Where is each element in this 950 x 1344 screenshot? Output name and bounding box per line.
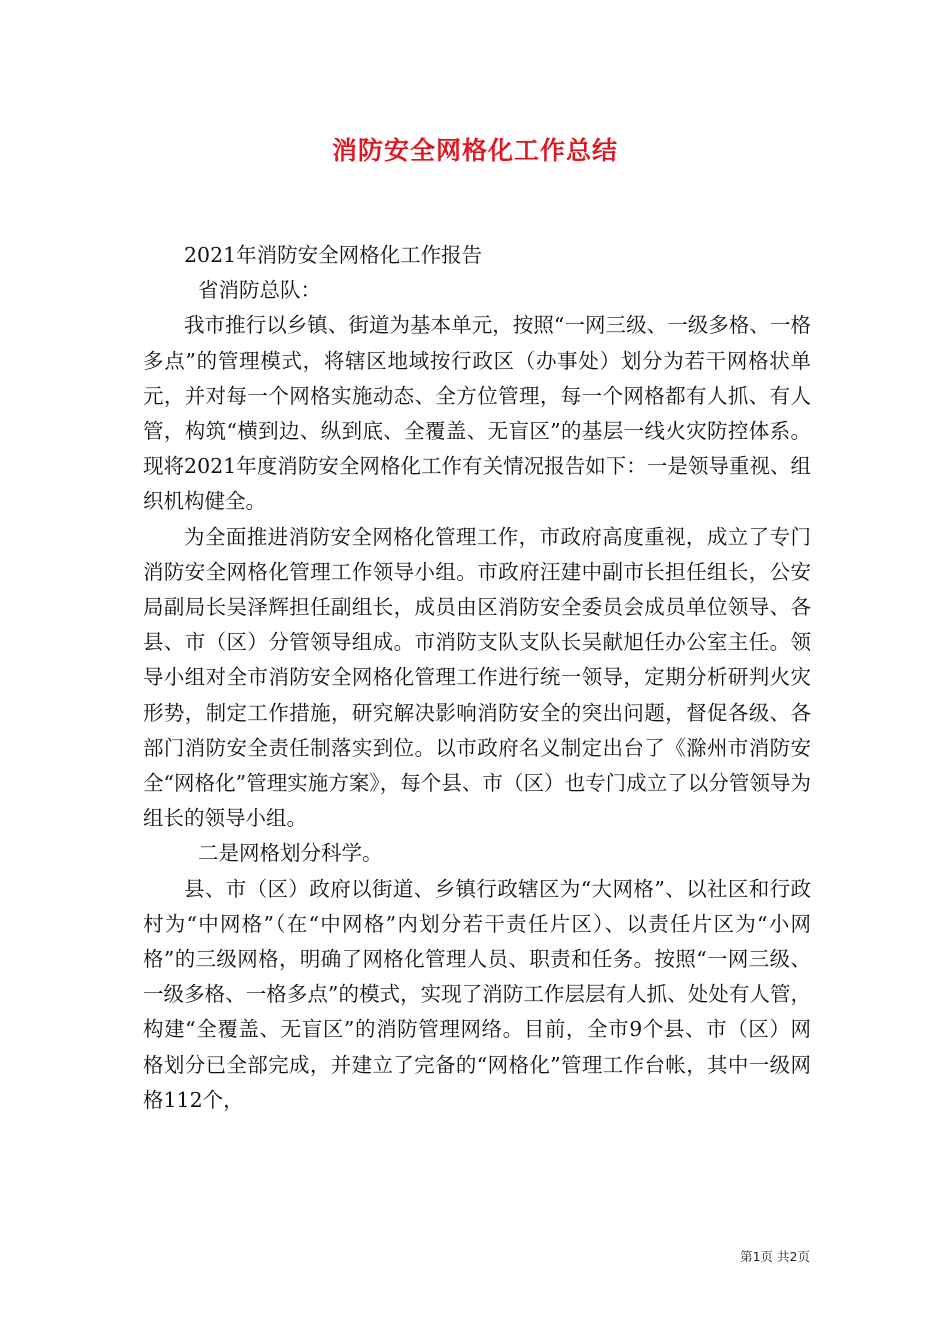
document-body [143,238,811,1118]
body-paragraph: 为全面推进消防安全网格化管理工作，市政府高度重视，成立了专门消防安全网格化管理工作领导小组。市政府汪建中副市长担任组长，公安局副局长吴泽辉担任副组长，成员由区消防安全委员会成员单位领导、各县、市（区）分管领导组成。市消防支队支队长吴献旭任办公室主任。领导小组对全市消防安全网格化管理工作进行统一领导，定期分析研判火灾形势，制定工作措施，研究解决影响消防安全的突出问题，督促各级、各部门消防安全责任制落实到位。以市政府名义制定出台了《滁州市消防安全“网格化”管理实施方案》，每个县、市（区）也专门成立了以分管领导为组长的领导小组。 [143,524,811,831]
body-paragraph: 我市推行以乡镇、街道为基本单元，按照“一网三级、一级多格、一格多点”的管理模式，将辖区地域按行政区（办事处）划分为若干网格状单元，并对每一个网格实施动态、全方位管理，每一个网格都有人抓、有人管，构筑“横到边、纵到底、全覆盖、无盲区”的基层一线火灾防控体系。现将2021年度消防安全网格化工作有关情况报告如下：一是领导重视、组织机构健全。 [143,313,811,514]
section-heading: 二是网格划分科学。 [198,841,383,866]
page-footer: 第1页 共2页 [740,1249,810,1264]
recipient-line: 省消防总队： [198,278,321,303]
document-title: 消防安全网格化工作总结 [331,136,618,165]
body-paragraph: 县、市（区）政府以街道、乡镇行政辖区为“大网格”、以社区和行政村为“中网格”（在“中网格”内划分若干责任片区）、以责任片区为“小网格”的三级网格，明确了网格化管理人员、职责和任务。按照“一网三级、一级多格、一格多点”的模式，实现了消防工作层层有人抓、处处有人管，构建“全覆盖、无盲区”的消防管理网络。目前，全市9个县、市（区）网格划分已全部完成，并建立了完备的“网格化”管理工作台帐，其中一级网格112个， [143,876,811,1112]
report-line: 2021年消防安全网格化工作报告 [184,243,483,267]
